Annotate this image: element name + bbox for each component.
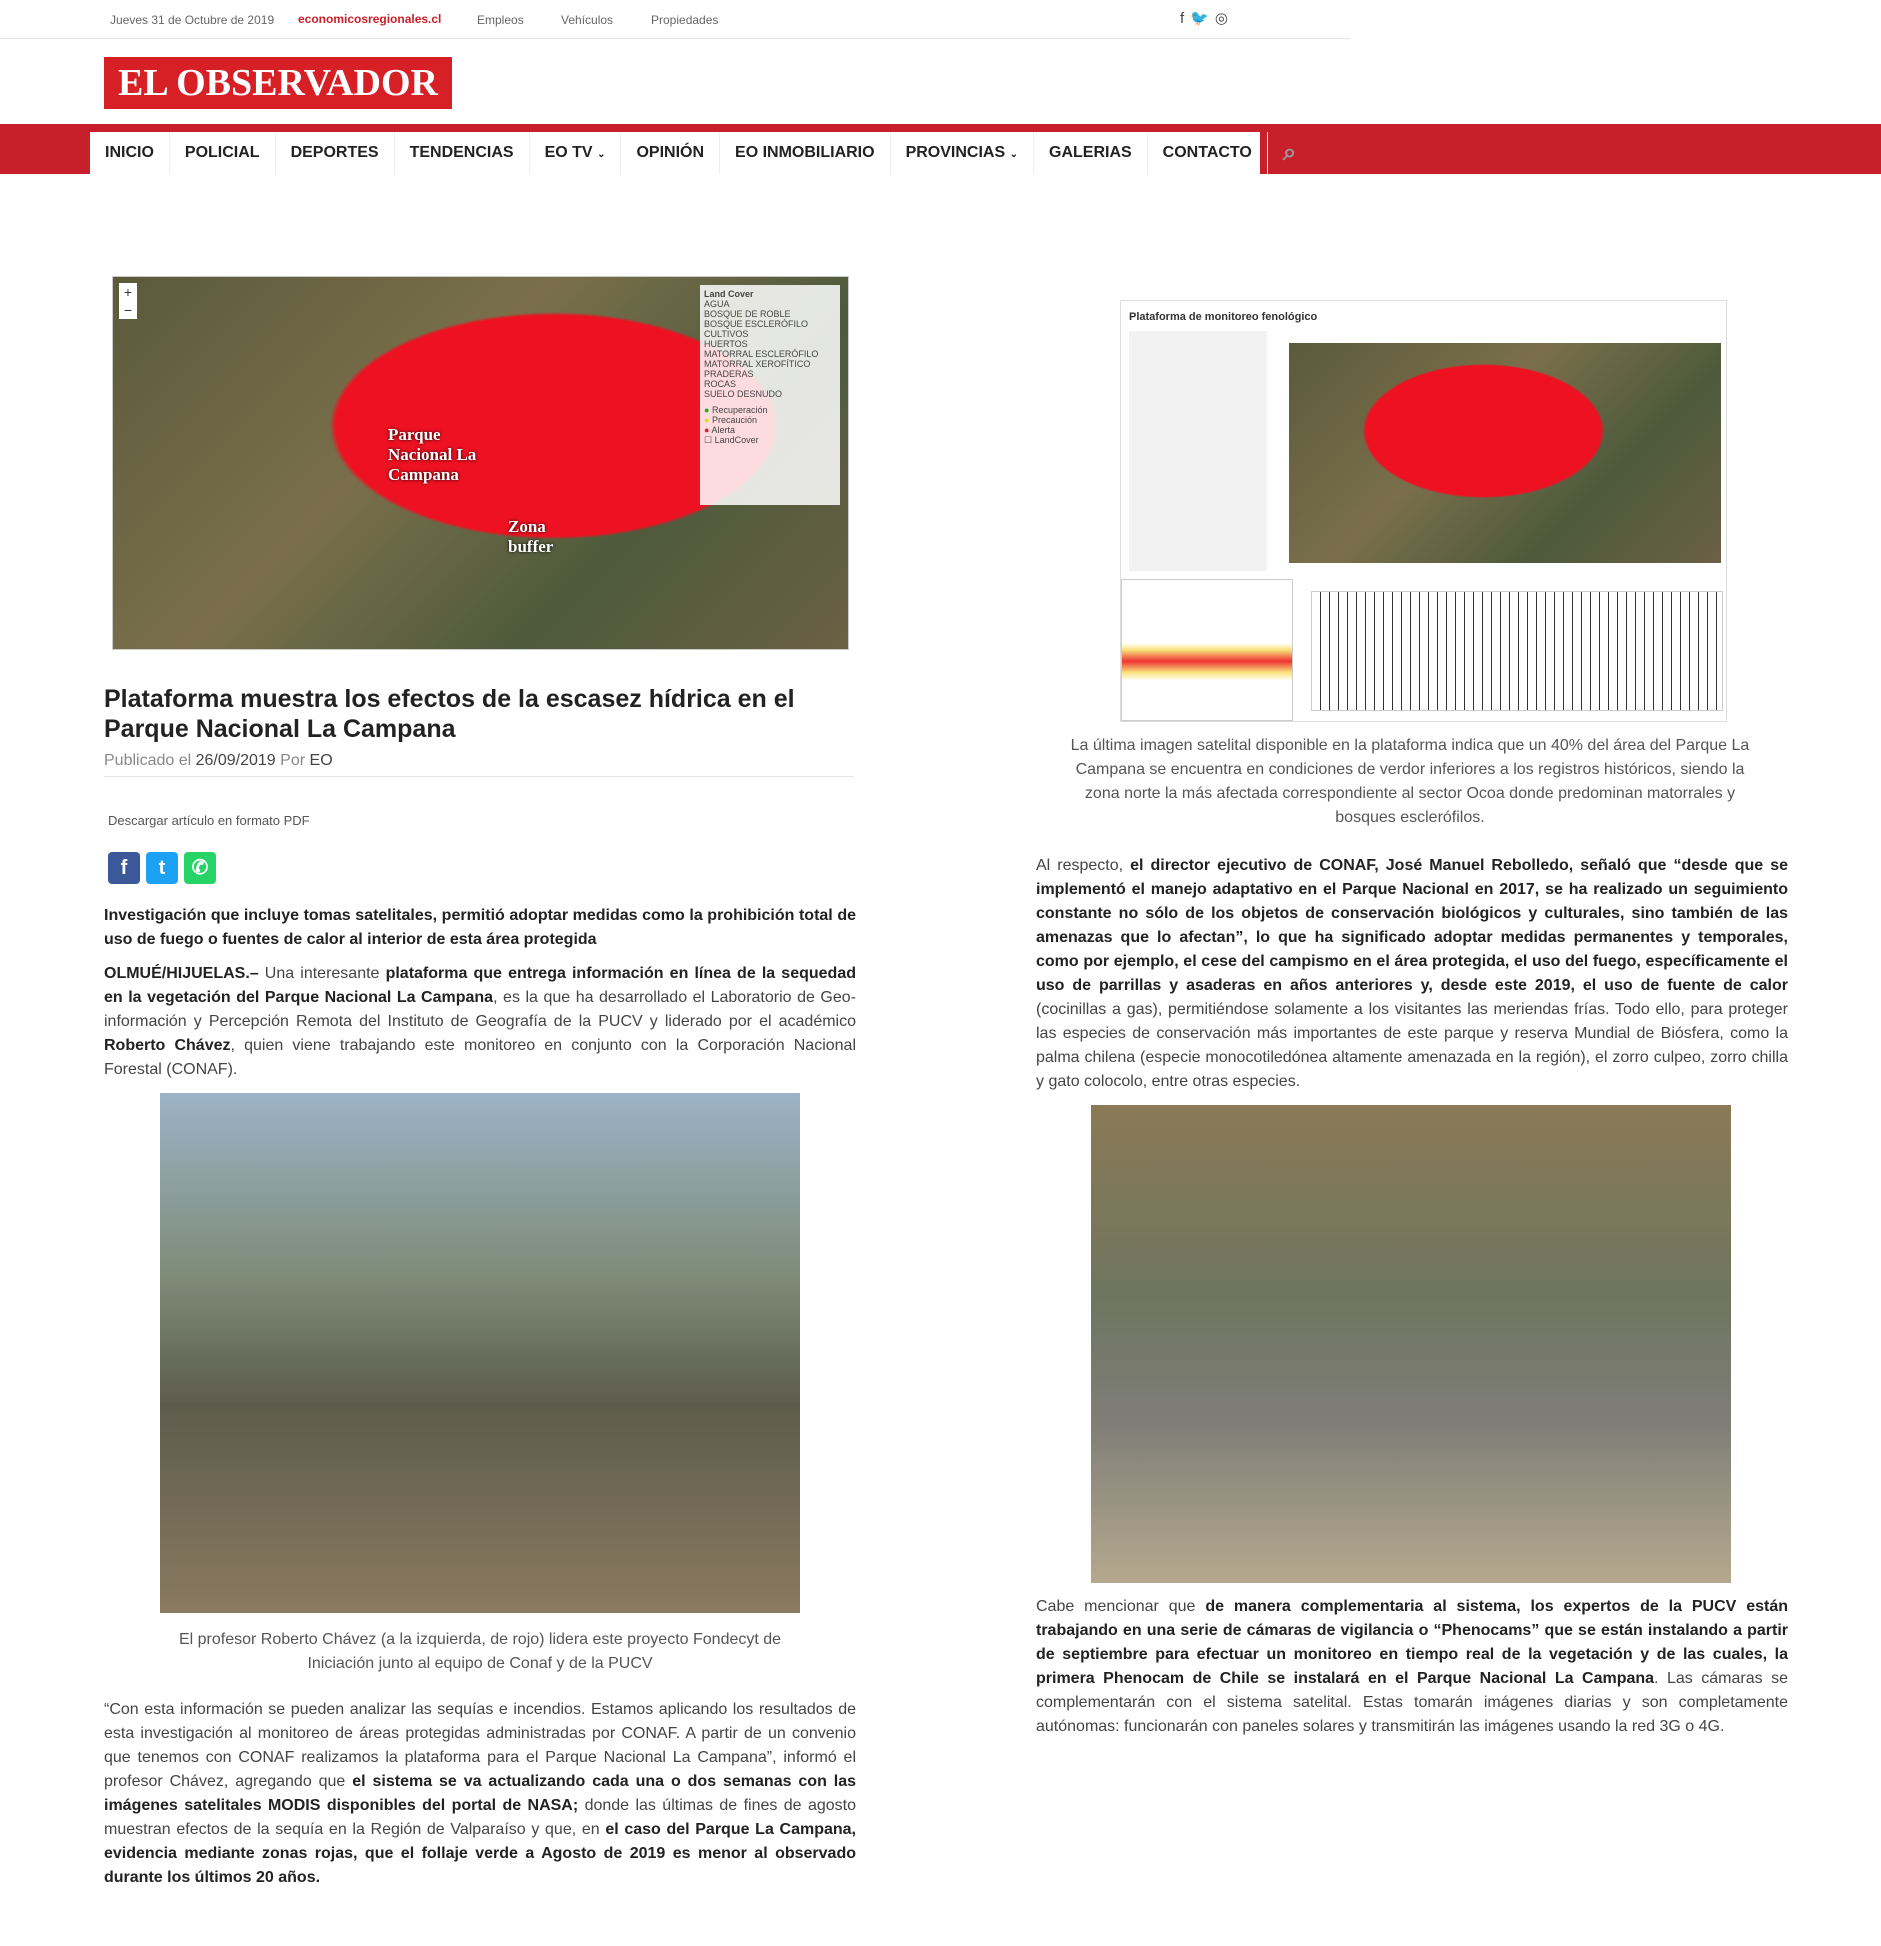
pdf-download-link[interactable]: Descargar artículo en formato PDF xyxy=(108,813,310,828)
nav-opinion[interactable]: OPINIÓN xyxy=(621,132,720,174)
twitter-share-icon[interactable]: t xyxy=(146,852,178,884)
team-photo-1 xyxy=(160,1093,800,1613)
article-meta xyxy=(104,752,333,770)
status-label: Alerta xyxy=(711,425,735,435)
nav-tendencias[interactable]: TENDENCIAS xyxy=(395,132,530,174)
author[interactable]: EO xyxy=(309,752,333,769)
site-link[interactable]: economicosregionales.cl xyxy=(298,12,442,26)
map-label-buffer: Zona buffer xyxy=(508,517,554,556)
link-empleos[interactable]: Empleos xyxy=(477,13,524,27)
legend-item: SUELO DESNUDO xyxy=(704,389,783,399)
status-label: Recuperación xyxy=(711,405,768,415)
instagram-icon[interactable]: ◎ xyxy=(1214,10,1234,27)
paragraph-2: “Con esta información se pueden analizar las sequías e incendios. Estamos aplicando los resultados de esta investigación al monitoreo de áreas protegidas administradas por CONAF. A partir de un convenio que tenemos con CONAF realizamos la plataforma para el Parque Nacional La Campana”, informó el profesor Chávez, agregando que el sistema se va actualizando cada una o dos semanas con las imágenes satelitales MODIS disponibles del portal de NASA; donde las últimas de fines de agosto muestran efectos de la sequía en la Región de Valparaíso y que, en el caso del Parque La Campana, evidencia mediante zonas rojas, que el follaje verde a Agosto de 2019 es menor al observado durante los últimos 20 años. xyxy=(104,1701,856,1886)
twitter-icon[interactable]: 🐦 xyxy=(1190,10,1215,27)
platform-map xyxy=(1289,343,1721,563)
legend-item: AGUA xyxy=(704,299,730,309)
legend-title: Land Cover xyxy=(704,289,754,299)
status-recuperacion[interactable]: ● Recuperación xyxy=(704,405,768,415)
nav-inicio[interactable]: INICIO xyxy=(90,132,170,174)
article-title: Plataforma muestra los efectos de la escasez hídrica en el Parque Nacional La Campana xyxy=(104,685,795,743)
facebook-share-icon[interactable]: f xyxy=(108,852,140,884)
legend-item: HUERTOS xyxy=(704,339,748,349)
paragraph-3: Al respecto, el director ejecutivo de CONAF, José Manuel Rebolledo, señaló que “desde que se implementó el manejo adaptativo en el Parque Nacional en 2017, se ha realizado un seguimiento constante no sólo de los objetos de conservación biológicos y culturales, sino también de las amenazas que lo afectan”, lo que ha significado adoptar medidas permanentes y temporales, como por ejemplo, el cese del campismo en el área protegida, el uso del fuego, específicamente el uso de parrillas y asaderas en años anteriores y, desde este 2019, el uso de fuente de calor (cocinillas a gas), permitiéndose solamente a los visitantes las meriendas frías. Todo ello, para proteger las especies de conservación más importantes de este parque y reserva Mundial de Biósfera, como la palma chilena (especie monocotiledónea altamente amenazada en la región), el zorro culpeo, zorro chilla y gato colocolo, entre otras especies. xyxy=(1036,857,1788,1090)
link-propiedades[interactable]: Propiedades xyxy=(651,13,719,27)
platform-screenshot xyxy=(1120,300,1727,722)
satellite-map-image xyxy=(112,276,849,650)
nav-eo-tv[interactable] xyxy=(530,132,622,174)
share-buttons xyxy=(108,852,216,884)
main-nav xyxy=(90,132,1297,174)
paragraph-1: OLMUÉ/HIJUELAS.– Una interesante plataforma que entrega información en línea de la sequedad en la vegetación del Parque Nacional La Campana, es la que ha desarrollado el Laboratorio de Geo-información y Percepción Remota del Instituto de Geografía de la PUCV y liderado por el académico Roberto Chávez, quien viene trabajando este monitoreo en conjunto con la Corporación Nacional Forestal (CONAF). xyxy=(104,965,857,1078)
map-legend xyxy=(700,285,840,505)
nav-provincias-label: PROVINCIAS xyxy=(905,144,1006,161)
status-label: LandCover xyxy=(714,435,759,445)
facebook-icon[interactable]: f xyxy=(1180,10,1191,27)
status-precaucion[interactable]: ● Precaución xyxy=(704,415,757,425)
legend-item: BOSQUE ESCLERÓFILO xyxy=(704,319,809,329)
published-prefix: Publicado el xyxy=(104,752,192,769)
top-bar xyxy=(0,0,1350,39)
platform-sidebar xyxy=(1129,331,1267,571)
legend-item: BOSQUE DE ROBLE xyxy=(704,309,791,319)
legend-item: MATORRAL XEROFÍTICO xyxy=(704,359,811,369)
paragraph-4: Cabe mencionar que de manera complementaria al sistema, los expertos de la PUCV están trabajando en una serie de cámaras de vigilancia o “Phenocams” que se están instalando a partir de septiembre para efectuar un monitoreo en tiempo real de la vegetación y de las cuales, la primera Phenocam de Chile se instalará en el Parque Nacional La Campana. Las cámaras se complementarán con el sistema satelital. Estas tomarán imágenes diarias y son completamente autónomas: funcionarán con paneles solares y transmitirán las imágenes usando la red 3G o 4G. xyxy=(1036,1598,1789,1735)
photo1-caption: El profesor Roberto Chávez (a la izquierda, de rojo) lidera este proyecto Fondecyt de Iniciación junto al equipo de Conaf y de la PUCV xyxy=(178,1631,782,1672)
published-date: 26/09/2019 xyxy=(195,752,276,769)
platform-title: Plataforma de monitoreo fenológico xyxy=(1129,311,1318,323)
nav-contacto[interactable]: CONTACTO xyxy=(1148,132,1268,174)
status-alerta[interactable]: ● Alerta xyxy=(704,425,735,435)
legend-item: ROCAS xyxy=(704,379,737,389)
social-icons xyxy=(1180,9,1234,27)
current-date: Jueves 31 de Octubre de 2019 xyxy=(110,13,275,27)
platform-evi-chart xyxy=(1311,591,1723,711)
chevron-down-icon: ⌄ xyxy=(1009,149,1018,160)
legend-item: MATORRAL ESCLERÓFILO xyxy=(704,349,819,359)
link-vehiculos[interactable]: Vehículos xyxy=(561,13,614,27)
zoom-controls[interactable]: + − xyxy=(119,283,137,319)
site-logo[interactable]: EL OBSERVADOR xyxy=(104,57,452,109)
platform-chart-small xyxy=(1121,579,1293,721)
nav-eo-inmobiliario[interactable]: EO INMOBILIARIO xyxy=(720,132,891,174)
nav-galerias[interactable]: GALERIAS xyxy=(1034,132,1148,174)
map-label-park: Parque Nacional La Campana xyxy=(388,425,477,484)
legend-item: CULTIVOS xyxy=(704,329,749,339)
nav-policial[interactable]: POLICIAL xyxy=(170,132,276,174)
legend-item: PRADERAS xyxy=(704,369,754,379)
nav-eo-tv-label: EO TV xyxy=(544,144,593,161)
by-prefix: Por xyxy=(280,752,306,769)
status-label: Precaución xyxy=(711,415,757,425)
nav-provincias[interactable] xyxy=(891,132,1034,174)
nav-deportes[interactable]: DEPORTES xyxy=(276,132,395,174)
platform-caption: La última imagen satelital disponible en la plataforma indica que un 40% del área del Parque La Campana se encuentra en condiciones de verdor inferiores a los registros históricos, siendo la zona norte la más afectada correspondiente al sector Ocoa donde predominan matorrales y bosques esclerófilos. xyxy=(1070,737,1750,826)
divider xyxy=(104,776,854,777)
status-landcover[interactable]: ☐ LandCover xyxy=(704,435,759,445)
search-icon[interactable]: ⌕ xyxy=(1282,139,1297,166)
whatsapp-share-icon[interactable]: ✆ xyxy=(184,852,216,884)
chevron-down-icon: ⌄ xyxy=(597,149,606,160)
article-lead: Investigación que incluye tomas satelitales, permitió adoptar medidas como la prohibición total de uso de fuego o fuentes de calor al interior de esta área protegida xyxy=(104,907,856,948)
team-photo-2 xyxy=(1091,1105,1731,1583)
